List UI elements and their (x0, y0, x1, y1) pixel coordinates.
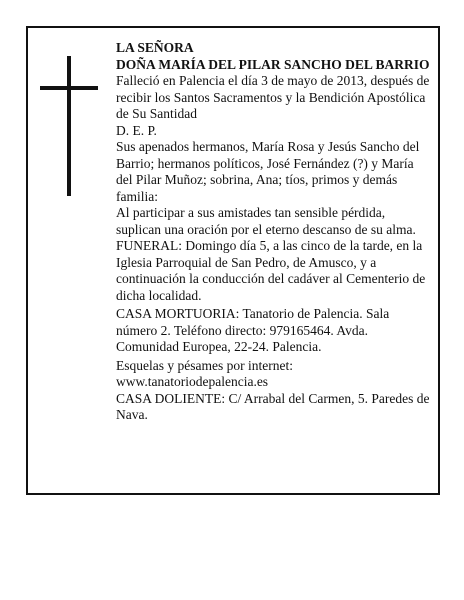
obituary-notice (26, 26, 440, 495)
cross-vertical-bar (67, 56, 71, 196)
death-statement: Falleció en Palencia el día 3 de mayo de 2013, después de recibir los Santos Sacramentos y la Bendición Apostólica de Su Santidad (116, 73, 430, 121)
funeral-info: FUNERAL: Domingo día 5, a las cinco de la tarde, en la Iglesia Parroquial de San Pedro, de Amusco, y a continuación la conducción del cadáver al Cementerio de dicha localidad. (116, 238, 426, 303)
mortuary-info: CASA MORTUORIA: Tanatorio de Palencia. Sala número 2. Teléfono directo: 979165464. Avda. Comunidad Europea, 22-24. Palencia. (116, 306, 390, 354)
prayer-request: Al participar a sus amistades tan sensible pérdida, suplican una oración por el eterno descanso de su alma. (116, 205, 416, 237)
internet-label: Esquelas y pésames por internet: (116, 357, 293, 373)
deceased-name: DOÑA MARÍA DEL PILAR SANCHO DEL BARRIO (116, 56, 430, 72)
notice-title: LA SEÑORA (116, 40, 194, 55)
rest-in-peace: D. E. P. (116, 122, 157, 138)
family-list: Sus apenados hermanos, María Rosa y Jesús Sancho del Barrio; hermanos políticos, José Fernández (?) y María del Pilar Muñoz; sobrina, Ana; tíos, primos y demás familia: (116, 139, 420, 204)
mourning-home-info: CASA DOLIENTE: C/ Arrabal del Carmen, 5. Paredes de Nava. (116, 390, 430, 422)
cross-horizontal-bar (40, 86, 98, 90)
notice-text (116, 40, 432, 424)
internet-url: www.tanatoriodepalencia.es (116, 374, 269, 389)
cross-icon (40, 56, 102, 196)
